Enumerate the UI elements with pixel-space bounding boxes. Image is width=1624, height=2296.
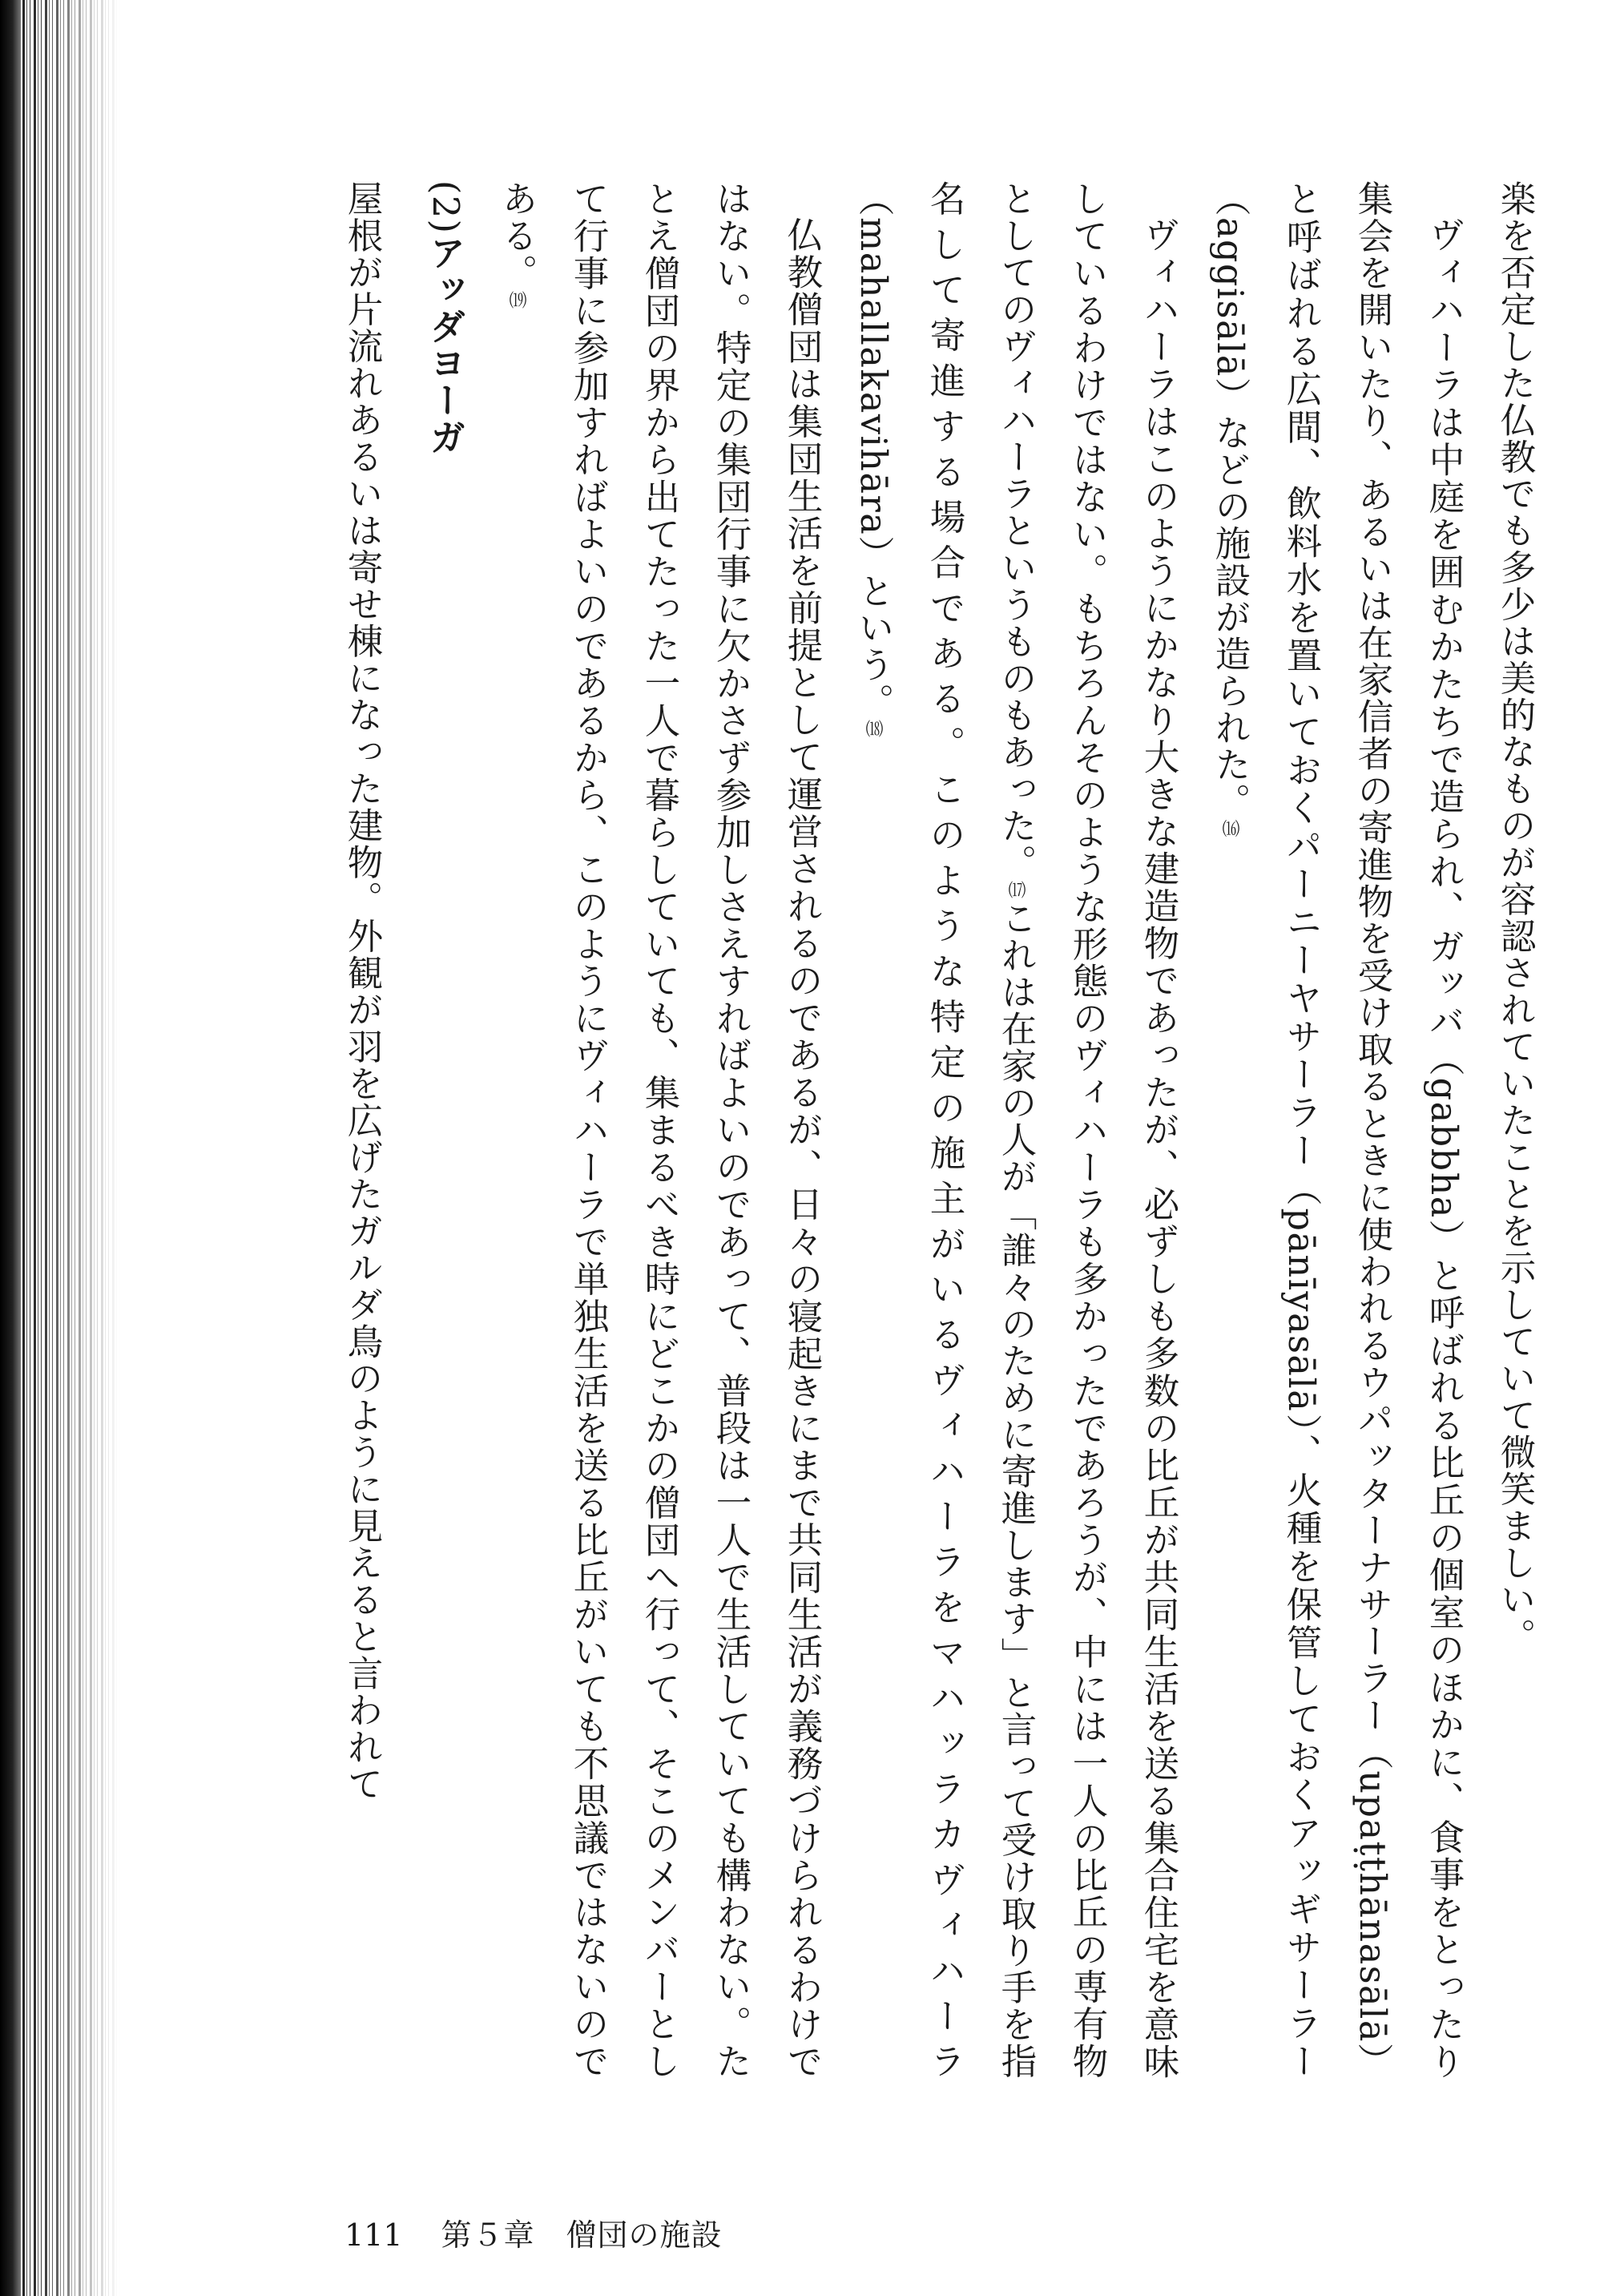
running-chapter-title: 第５章 僧団の施設 bbox=[441, 2217, 723, 2253]
vertical-text-body bbox=[268, 180, 1550, 2080]
paragraph-5-text: 屋根が片流れあるいは寄せ棟になった建物。外観が羽を広げたガルダ鳥のように見えると言われて bbox=[341, 180, 382, 1802]
footnote-ref-19[interactable]: ⒆ bbox=[506, 291, 526, 310]
paragraph-4 bbox=[481, 180, 837, 2080]
paragraph-3-text: ヴィハーラはこのようにかなり大きな建造物であったが、必ずしも多数の比丘が共同生活を送る集合住宅を意味しているわけではない。もちろんそのような形態のヴィハーラも多かったであろうが、中には一人の比丘の専有物としてのヴィハーラというものもあった。 bbox=[995, 180, 1179, 2080]
paragraph-3 bbox=[837, 180, 1194, 2080]
section-title: アッダヨーガ bbox=[424, 234, 465, 456]
paragraph-2-text: ヴィハーラは中庭を囲むかたちで造られ、ガッバ（gabbha）と呼ばれる比丘の個室のほかに、食事をとったり集会を開いたり、あるいは在家信者の寄進物を受け取るときに使われるウパッターナサーラー（upaṭṭhānasālā）と呼ばれる広間、飲料水を置いておくパーニーヤサーラー（pānīyasālā）、火種を保管しておくアッギサーラー（aggisālā）などの施設が造られた。 bbox=[1209, 180, 1464, 2080]
paragraph-1-text: 楽を否定した仏教でも多少は美的なものが容認されていたことを示していて微笑ましい。 bbox=[1494, 180, 1535, 1655]
section-number: (2) bbox=[425, 180, 465, 235]
footnote-ref-16[interactable]: ⒃ bbox=[1219, 819, 1239, 839]
book-gutter-shadow bbox=[0, 0, 21, 2296]
paragraph-1 bbox=[1479, 180, 1550, 2080]
section-heading bbox=[409, 180, 481, 2080]
paragraph-2 bbox=[1194, 180, 1479, 2080]
footnote-ref-17[interactable]: ⒄ bbox=[1005, 881, 1026, 900]
paragraph-5 bbox=[326, 180, 397, 2080]
page-footer bbox=[345, 2210, 723, 2254]
paragraph-4-text: 仏教僧団は集団生活を前提として運営されるのであるが、日々の寝起きにまで共同生活が義務づけられるわけではない。特定の集団行事に欠かさず参加しさえすればよいのであって、普段は一人で生活していても構わない。たとえ僧団の界から出てたった一人で暮らしていても、集まるべき時にどこかの僧団へ行って、そこのメンバーとして行事に参加すればよいのであるから、このようにヴィハーラで単独生活を送る比丘がいても不思議ではないのである。 bbox=[496, 180, 822, 2080]
footnote-ref-18[interactable]: ⒅ bbox=[863, 720, 883, 739]
page-number: 111 bbox=[345, 2217, 403, 2253]
paragraph-3-text-continued: これは在家の人が「誰々のために寄進します」と言って受け取り手を指名して寄進する場合である。このような特定の施主がいるヴィハーラをマハッラカヴィハーラ（mahallakavihāra）という。 bbox=[852, 180, 1036, 2080]
